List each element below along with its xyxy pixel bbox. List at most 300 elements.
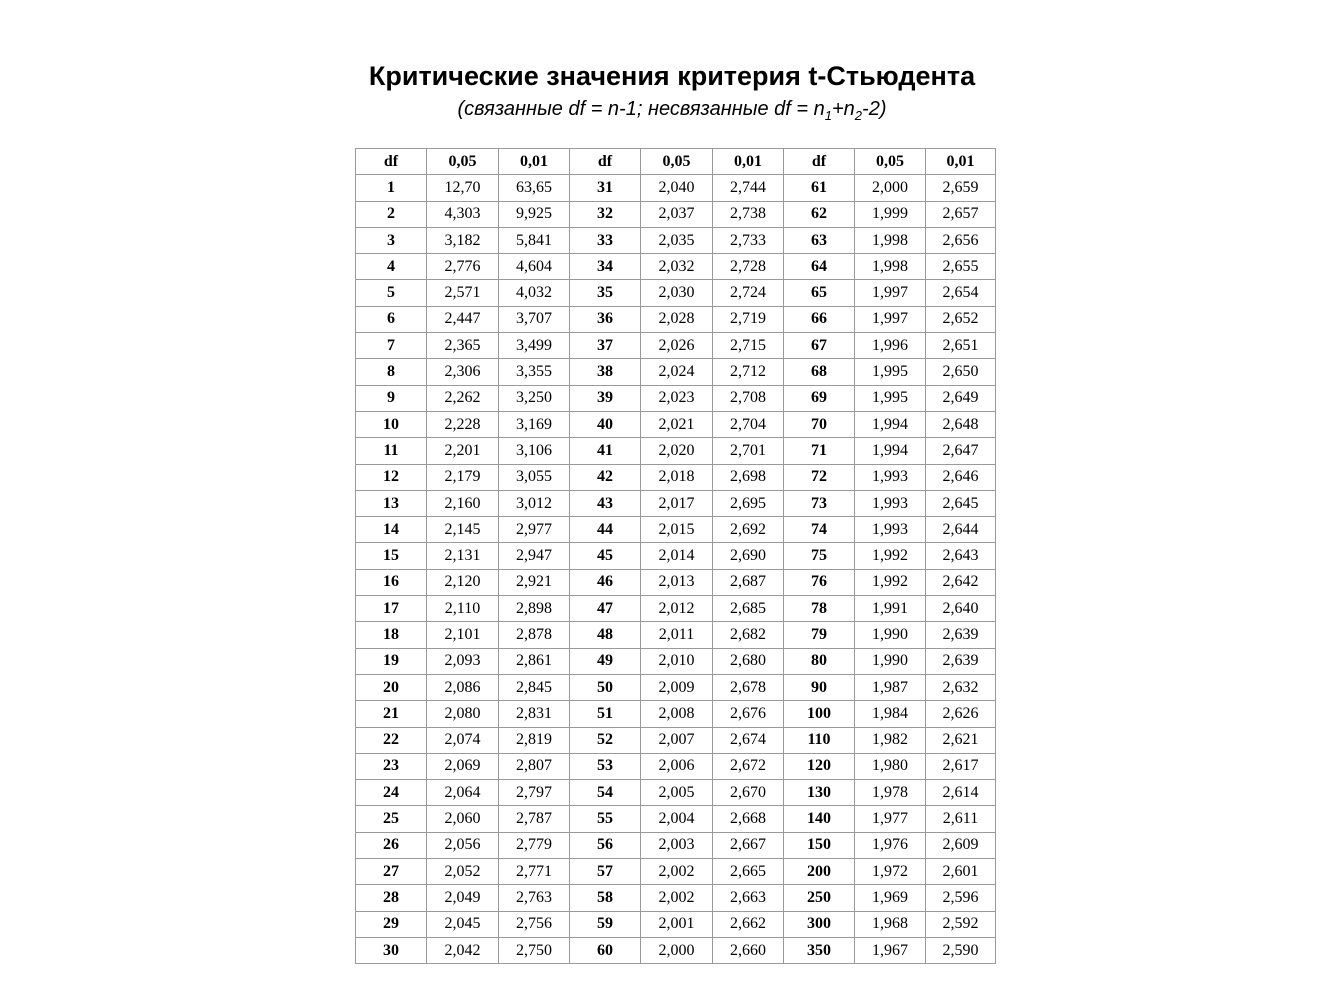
table-row — [356, 832, 996, 858]
value-cell: 3,355 — [499, 359, 570, 385]
df-cell: 44 — [570, 517, 641, 543]
value-cell: 2,657 — [926, 201, 996, 227]
value-cell: 63,65 — [499, 175, 570, 201]
df-cell: 80 — [784, 648, 855, 674]
df-cell: 60 — [570, 937, 641, 963]
value-cell: 2,682 — [713, 622, 784, 648]
df-cell: 25 — [356, 806, 427, 832]
table-row — [356, 201, 996, 227]
table-row — [356, 911, 996, 937]
value-cell: 2,704 — [713, 411, 784, 437]
table-row — [356, 227, 996, 253]
df-cell: 45 — [570, 543, 641, 569]
value-cell: 2,007 — [641, 727, 713, 753]
value-cell: 2,021 — [641, 411, 713, 437]
df-cell: 21 — [356, 701, 427, 727]
value-cell: 2,008 — [641, 701, 713, 727]
value-cell: 2,665 — [713, 859, 784, 885]
table-header-cell: 0,01 — [713, 149, 784, 175]
df-cell: 17 — [356, 596, 427, 622]
value-cell: 2,649 — [926, 385, 996, 411]
value-cell: 2,687 — [713, 569, 784, 595]
table-header-cell: df — [356, 149, 427, 175]
subtitle-mid: +n — [831, 98, 855, 120]
value-cell: 1,992 — [855, 543, 926, 569]
df-cell: 1 — [356, 175, 427, 201]
value-cell: 1,995 — [855, 359, 926, 385]
df-cell: 67 — [784, 333, 855, 359]
table-row — [356, 333, 996, 359]
table-row — [356, 175, 996, 201]
value-cell: 2,640 — [926, 596, 996, 622]
value-cell: 2,045 — [427, 911, 499, 937]
value-cell: 2,763 — [499, 885, 570, 911]
table-row — [356, 569, 996, 595]
value-cell: 1,984 — [855, 701, 926, 727]
value-cell: 2,160 — [427, 490, 499, 516]
table-header-cell: df — [784, 149, 855, 175]
value-cell: 1,998 — [855, 254, 926, 280]
value-cell: 2,056 — [427, 832, 499, 858]
value-cell: 9,925 — [499, 201, 570, 227]
value-cell: 2,131 — [427, 543, 499, 569]
value-cell: 2,080 — [427, 701, 499, 727]
page-title: Критические значения критерия t-Стьюдента — [368, 61, 976, 91]
df-cell: 90 — [784, 674, 855, 700]
df-cell: 53 — [570, 753, 641, 779]
value-cell: 1,996 — [855, 333, 926, 359]
value-cell: 2,000 — [641, 937, 713, 963]
value-cell: 2,014 — [641, 543, 713, 569]
value-cell: 3,250 — [499, 385, 570, 411]
table-header-cell: df — [570, 149, 641, 175]
value-cell: 2,365 — [427, 333, 499, 359]
df-cell: 54 — [570, 780, 641, 806]
df-cell: 18 — [356, 622, 427, 648]
value-cell: 2,002 — [641, 885, 713, 911]
table-row — [356, 753, 996, 779]
df-cell: 15 — [356, 543, 427, 569]
value-cell: 1,976 — [855, 832, 926, 858]
value-cell: 2,750 — [499, 937, 570, 963]
value-cell: 2,013 — [641, 569, 713, 595]
df-cell: 31 — [570, 175, 641, 201]
value-cell: 2,921 — [499, 569, 570, 595]
value-cell: 1,994 — [855, 411, 926, 437]
value-cell: 2,807 — [499, 753, 570, 779]
value-cell: 2,179 — [427, 464, 499, 490]
df-cell: 27 — [356, 859, 427, 885]
df-cell: 48 — [570, 622, 641, 648]
value-cell: 2,728 — [713, 254, 784, 280]
df-cell: 49 — [570, 648, 641, 674]
df-cell: 7 — [356, 333, 427, 359]
value-cell: 2,674 — [713, 727, 784, 753]
value-cell: 1,977 — [855, 806, 926, 832]
value-cell: 2,647 — [926, 438, 996, 464]
df-cell: 200 — [784, 859, 855, 885]
df-cell: 130 — [784, 780, 855, 806]
value-cell: 2,668 — [713, 806, 784, 832]
df-cell: 70 — [784, 411, 855, 437]
table-row — [356, 306, 996, 332]
table-row — [356, 359, 996, 385]
df-cell: 29 — [356, 911, 427, 937]
value-cell: 2,655 — [926, 254, 996, 280]
df-cell: 28 — [356, 885, 427, 911]
table-row — [356, 411, 996, 437]
value-cell: 2,086 — [427, 674, 499, 700]
value-cell: 2,646 — [926, 464, 996, 490]
value-cell: 1,978 — [855, 780, 926, 806]
df-cell: 41 — [570, 438, 641, 464]
df-cell: 9 — [356, 385, 427, 411]
value-cell: 3,106 — [499, 438, 570, 464]
df-cell: 76 — [784, 569, 855, 595]
value-cell: 3,182 — [427, 227, 499, 253]
subtitle-suffix: -2) — [862, 98, 887, 120]
df-cell: 74 — [784, 517, 855, 543]
value-cell: 2,074 — [427, 727, 499, 753]
df-cell: 11 — [356, 438, 427, 464]
value-cell: 1,997 — [855, 280, 926, 306]
value-cell: 2,030 — [641, 280, 713, 306]
df-cell: 78 — [784, 596, 855, 622]
table-row — [356, 254, 996, 280]
value-cell: 2,651 — [926, 333, 996, 359]
value-cell: 2,878 — [499, 622, 570, 648]
value-cell: 2,228 — [427, 411, 499, 437]
value-cell: 2,060 — [427, 806, 499, 832]
value-cell: 2,012 — [641, 596, 713, 622]
value-cell: 2,000 — [855, 175, 926, 201]
value-cell: 2,001 — [641, 911, 713, 937]
value-cell: 2,101 — [427, 622, 499, 648]
df-cell: 52 — [570, 727, 641, 753]
df-cell: 57 — [570, 859, 641, 885]
value-cell: 2,680 — [713, 648, 784, 674]
table-header-cell: 0,05 — [855, 149, 926, 175]
df-cell: 73 — [784, 490, 855, 516]
df-cell: 16 — [356, 569, 427, 595]
value-cell: 1,982 — [855, 727, 926, 753]
value-cell: 3,012 — [499, 490, 570, 516]
value-cell: 2,015 — [641, 517, 713, 543]
value-cell: 2,690 — [713, 543, 784, 569]
value-cell: 2,787 — [499, 806, 570, 832]
value-cell: 1,991 — [855, 596, 926, 622]
value-cell: 2,663 — [713, 885, 784, 911]
value-cell: 1,990 — [855, 648, 926, 674]
value-cell: 12,70 — [427, 175, 499, 201]
df-cell: 69 — [784, 385, 855, 411]
value-cell: 2,672 — [713, 753, 784, 779]
df-cell: 2 — [356, 201, 427, 227]
value-cell: 2,650 — [926, 359, 996, 385]
value-cell: 2,719 — [713, 306, 784, 332]
value-cell: 2,659 — [926, 175, 996, 201]
table-row — [356, 596, 996, 622]
value-cell: 1,994 — [855, 438, 926, 464]
df-cell: 33 — [570, 227, 641, 253]
value-cell: 2,032 — [641, 254, 713, 280]
value-cell: 2,676 — [713, 701, 784, 727]
value-cell: 4,032 — [499, 280, 570, 306]
df-cell: 5 — [356, 280, 427, 306]
value-cell: 2,733 — [713, 227, 784, 253]
df-cell: 51 — [570, 701, 641, 727]
value-cell: 1,980 — [855, 753, 926, 779]
df-cell: 47 — [570, 596, 641, 622]
value-cell: 2,024 — [641, 359, 713, 385]
table-header-cell: 0,01 — [499, 149, 570, 175]
value-cell: 2,779 — [499, 832, 570, 858]
df-cell: 12 — [356, 464, 427, 490]
value-cell: 2,004 — [641, 806, 713, 832]
value-cell: 3,707 — [499, 306, 570, 332]
df-cell: 38 — [570, 359, 641, 385]
value-cell: 1,967 — [855, 937, 926, 963]
value-cell: 1,993 — [855, 490, 926, 516]
value-cell: 2,701 — [713, 438, 784, 464]
value-cell: 2,306 — [427, 359, 499, 385]
value-cell: 2,010 — [641, 648, 713, 674]
value-cell: 2,678 — [713, 674, 784, 700]
table-row — [356, 859, 996, 885]
value-cell: 2,590 — [926, 937, 996, 963]
df-cell: 58 — [570, 885, 641, 911]
df-cell: 62 — [784, 201, 855, 227]
value-cell: 2,447 — [427, 306, 499, 332]
value-cell: 2,670 — [713, 780, 784, 806]
table-row — [356, 674, 996, 700]
df-cell: 110 — [784, 727, 855, 753]
df-cell: 4 — [356, 254, 427, 280]
value-cell: 2,040 — [641, 175, 713, 201]
value-cell: 2,617 — [926, 753, 996, 779]
value-cell: 1,972 — [855, 859, 926, 885]
value-cell: 2,639 — [926, 622, 996, 648]
df-cell: 19 — [356, 648, 427, 674]
value-cell: 2,712 — [713, 359, 784, 385]
value-cell: 2,614 — [926, 780, 996, 806]
value-cell: 2,977 — [499, 517, 570, 543]
value-cell: 2,645 — [926, 490, 996, 516]
table-row — [356, 701, 996, 727]
value-cell: 2,026 — [641, 333, 713, 359]
value-cell: 2,093 — [427, 648, 499, 674]
value-cell: 2,698 — [713, 464, 784, 490]
value-cell: 2,571 — [427, 280, 499, 306]
value-cell: 2,654 — [926, 280, 996, 306]
df-cell: 150 — [784, 832, 855, 858]
value-cell: 2,738 — [713, 201, 784, 227]
table-header-cell: 0,01 — [926, 149, 996, 175]
value-cell: 2,797 — [499, 780, 570, 806]
table-row — [356, 464, 996, 490]
value-cell: 1,992 — [855, 569, 926, 595]
df-cell: 8 — [356, 359, 427, 385]
value-cell: 2,771 — [499, 859, 570, 885]
value-cell: 2,724 — [713, 280, 784, 306]
value-cell: 2,685 — [713, 596, 784, 622]
value-cell: 1,969 — [855, 885, 926, 911]
value-cell: 2,845 — [499, 674, 570, 700]
df-cell: 39 — [570, 385, 641, 411]
value-cell: 2,695 — [713, 490, 784, 516]
value-cell: 2,611 — [926, 806, 996, 832]
value-cell: 2,037 — [641, 201, 713, 227]
value-cell: 3,499 — [499, 333, 570, 359]
table-row — [356, 727, 996, 753]
table-row — [356, 385, 996, 411]
df-cell: 35 — [570, 280, 641, 306]
df-cell: 63 — [784, 227, 855, 253]
value-cell: 2,898 — [499, 596, 570, 622]
df-cell: 6 — [356, 306, 427, 332]
value-cell: 1,993 — [855, 464, 926, 490]
df-cell: 20 — [356, 674, 427, 700]
value-cell: 2,776 — [427, 254, 499, 280]
table-row — [356, 543, 996, 569]
table-header-cell: 0,05 — [427, 149, 499, 175]
df-cell: 40 — [570, 411, 641, 437]
df-cell: 61 — [784, 175, 855, 201]
value-cell: 2,639 — [926, 648, 996, 674]
df-cell: 64 — [784, 254, 855, 280]
value-cell: 2,648 — [926, 411, 996, 437]
df-cell: 37 — [570, 333, 641, 359]
df-cell: 36 — [570, 306, 641, 332]
df-cell: 34 — [570, 254, 641, 280]
value-cell: 4,303 — [427, 201, 499, 227]
value-cell: 2,018 — [641, 464, 713, 490]
value-cell: 2,002 — [641, 859, 713, 885]
df-cell: 120 — [784, 753, 855, 779]
value-cell: 1,995 — [855, 385, 926, 411]
df-cell: 30 — [356, 937, 427, 963]
df-cell: 43 — [570, 490, 641, 516]
df-cell: 32 — [570, 201, 641, 227]
value-cell: 2,052 — [427, 859, 499, 885]
value-cell: 2,003 — [641, 832, 713, 858]
table-header-row — [356, 149, 996, 175]
df-cell: 3 — [356, 227, 427, 253]
df-cell: 65 — [784, 280, 855, 306]
value-cell: 2,596 — [926, 885, 996, 911]
value-cell: 1,999 — [855, 201, 926, 227]
value-cell: 2,644 — [926, 517, 996, 543]
value-cell: 2,715 — [713, 333, 784, 359]
subtitle-sub1: 1 — [824, 108, 832, 123]
value-cell: 2,028 — [641, 306, 713, 332]
subtitle-sub2: 2 — [854, 108, 863, 123]
df-cell: 79 — [784, 622, 855, 648]
value-cell: 2,592 — [926, 911, 996, 937]
subtitle-prefix: (связанные df = n-1; несвязанные df = n — [457, 98, 825, 120]
value-cell: 2,652 — [926, 306, 996, 332]
value-cell: 2,756 — [499, 911, 570, 937]
value-cell: 2,006 — [641, 753, 713, 779]
value-cell: 2,708 — [713, 385, 784, 411]
df-cell: 72 — [784, 464, 855, 490]
df-cell: 100 — [784, 701, 855, 727]
value-cell: 1,997 — [855, 306, 926, 332]
value-cell: 2,819 — [499, 727, 570, 753]
value-cell: 2,145 — [427, 517, 499, 543]
value-cell: 2,042 — [427, 937, 499, 963]
value-cell: 2,632 — [926, 674, 996, 700]
value-cell: 2,017 — [641, 490, 713, 516]
df-cell: 68 — [784, 359, 855, 385]
value-cell: 2,601 — [926, 859, 996, 885]
value-cell: 2,005 — [641, 780, 713, 806]
value-cell: 2,642 — [926, 569, 996, 595]
value-cell: 2,660 — [713, 937, 784, 963]
value-cell: 2,656 — [926, 227, 996, 253]
value-cell: 1,990 — [855, 622, 926, 648]
df-cell: 56 — [570, 832, 641, 858]
value-cell: 4,604 — [499, 254, 570, 280]
value-cell: 2,626 — [926, 701, 996, 727]
df-cell: 59 — [570, 911, 641, 937]
df-cell: 26 — [356, 832, 427, 858]
value-cell: 2,643 — [926, 543, 996, 569]
value-cell: 2,201 — [427, 438, 499, 464]
df-cell: 50 — [570, 674, 641, 700]
value-cell: 2,692 — [713, 517, 784, 543]
value-cell: 2,069 — [427, 753, 499, 779]
value-cell: 2,120 — [427, 569, 499, 595]
value-cell: 2,744 — [713, 175, 784, 201]
value-cell: 2,609 — [926, 832, 996, 858]
value-cell: 3,055 — [499, 464, 570, 490]
df-cell: 140 — [784, 806, 855, 832]
df-cell: 14 — [356, 517, 427, 543]
table-row — [356, 280, 996, 306]
page-subtitle — [0, 94, 1344, 131]
value-cell: 1,987 — [855, 674, 926, 700]
value-cell: 2,861 — [499, 648, 570, 674]
df-cell: 42 — [570, 464, 641, 490]
table-row — [356, 622, 996, 648]
value-cell: 2,035 — [641, 227, 713, 253]
df-cell: 46 — [570, 569, 641, 595]
df-cell: 13 — [356, 490, 427, 516]
table-row — [356, 517, 996, 543]
df-cell: 66 — [784, 306, 855, 332]
table-row — [356, 438, 996, 464]
df-cell: 55 — [570, 806, 641, 832]
value-cell: 2,023 — [641, 385, 713, 411]
table-header-cell: 0,05 — [641, 149, 713, 175]
value-cell: 2,667 — [713, 832, 784, 858]
table-row — [356, 937, 996, 963]
table-row — [356, 490, 996, 516]
df-cell: 23 — [356, 753, 427, 779]
df-cell: 71 — [784, 438, 855, 464]
table-row — [356, 885, 996, 911]
df-cell: 350 — [784, 937, 855, 963]
value-cell: 2,110 — [427, 596, 499, 622]
table-row — [356, 780, 996, 806]
value-cell: 2,049 — [427, 885, 499, 911]
value-cell: 2,947 — [499, 543, 570, 569]
table-row — [356, 648, 996, 674]
value-cell: 2,009 — [641, 674, 713, 700]
df-cell: 75 — [784, 543, 855, 569]
value-cell: 2,020 — [641, 438, 713, 464]
